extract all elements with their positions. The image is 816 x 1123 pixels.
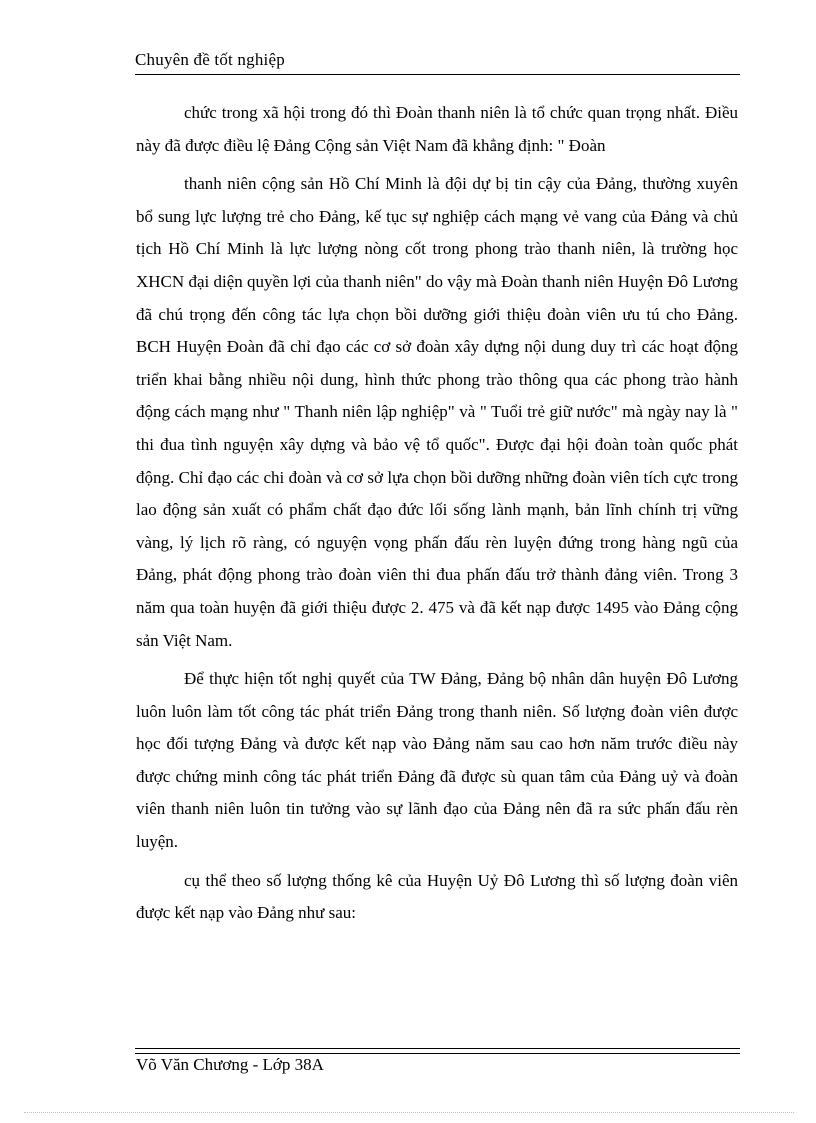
footer-author: Võ Văn Chương - Lớp 38A bbox=[136, 1055, 324, 1074]
paragraph: thanh niên cộng sản Hồ Chí Minh là đội dự bị tin cậy của Đảng, thường xuyên bổ sung lực lượng trẻ cho Đảng, kế tục sự nghiệp cách mạng vẻ vang của Đảng và chủ tịch Hồ Chí Minh là lực lượng nòng cốt trong phong trào thanh niên, là trường học XHCN đại diện quyền lợi của thanh niên" do vậy mà Đoàn thanh niên Huyện Đô Lương đã chú trọng đến công tác lựa chọn bồi dưỡng giới thiệu đoàn viên ưu tú cho Đảng. BCH Huyện Đoàn đã chỉ đạo các cơ sở đoàn xây dựng nội dung duy trì các hoạt động triển khai bằng nhiều nội dung, hình thức phong trào thông qua các phong trào hành động cách mạng như " Thanh niên lập nghiệp" và " Tuổi trẻ giữ nước" mà ngày nay là " thi đua tình nguyện xây dựng và bảo vệ tổ quốc". Được đại hội đoàn toàn quốc phát động. Chỉ đạo các chi đoàn và cơ sở lựa chọn bồi dưỡng những đoàn viên tích cực trong lao động sản xuất có phẩm chất đạo đức lối sống lành mạnh, bản lĩnh chính trị vững vàng, lý lịch rõ ràng, có nguyện vọng phấn đấu rèn luyện đứng trong hàng ngũ của Đảng, phát động phong trào đoàn viên thi đua phấn đấu trở thành đảng viên. Trong 3 năm qua toàn huyện đã giới thiệu được 2. 475 và đã kết nạp được 1495 vào Đảng cộng sản Việt Nam. bbox=[136, 174, 738, 650]
body-text bbox=[136, 97, 738, 936]
page-edge-divider bbox=[24, 1112, 794, 1113]
page-header bbox=[135, 46, 740, 75]
paragraph: cụ thể theo số lượng thống kê của Huyện Uỷ Đô Lương thì số lượng đoàn viên được kết nạp vào Đảng như sau: bbox=[136, 870, 738, 923]
footer-divider bbox=[135, 1048, 740, 1054]
header-title: Chuyên đề tốt nghiệp bbox=[135, 50, 285, 69]
paragraph: chức trong xã hội trong đó thì Đoàn thanh niên là tổ chức quan trọng nhất. Điều này đã được điều lệ Đảng Cộng sản Việt Nam đã khẳng định: " Đoàn bbox=[136, 103, 738, 155]
paragraph: Để thực hiện tốt nghị quyết của TW Đảng, Đảng bộ nhân dân huyện Đô Lương luôn luôn làm tốt công tác phát triển Đảng trong thanh niên. Số lượng đoàn viên được học đối tượng Đảng và được kết nạp vào Đảng năm sau cao hơn năm trước điều này được chứng minh công tác phát triển Đảng đã được sù quan tâm của Đảng uỷ và đoàn viên thanh niên luôn tin tưởng vào sự lãnh đạo của Đảng nên đã ra sức phấn đấu rèn luyện. bbox=[136, 669, 738, 852]
